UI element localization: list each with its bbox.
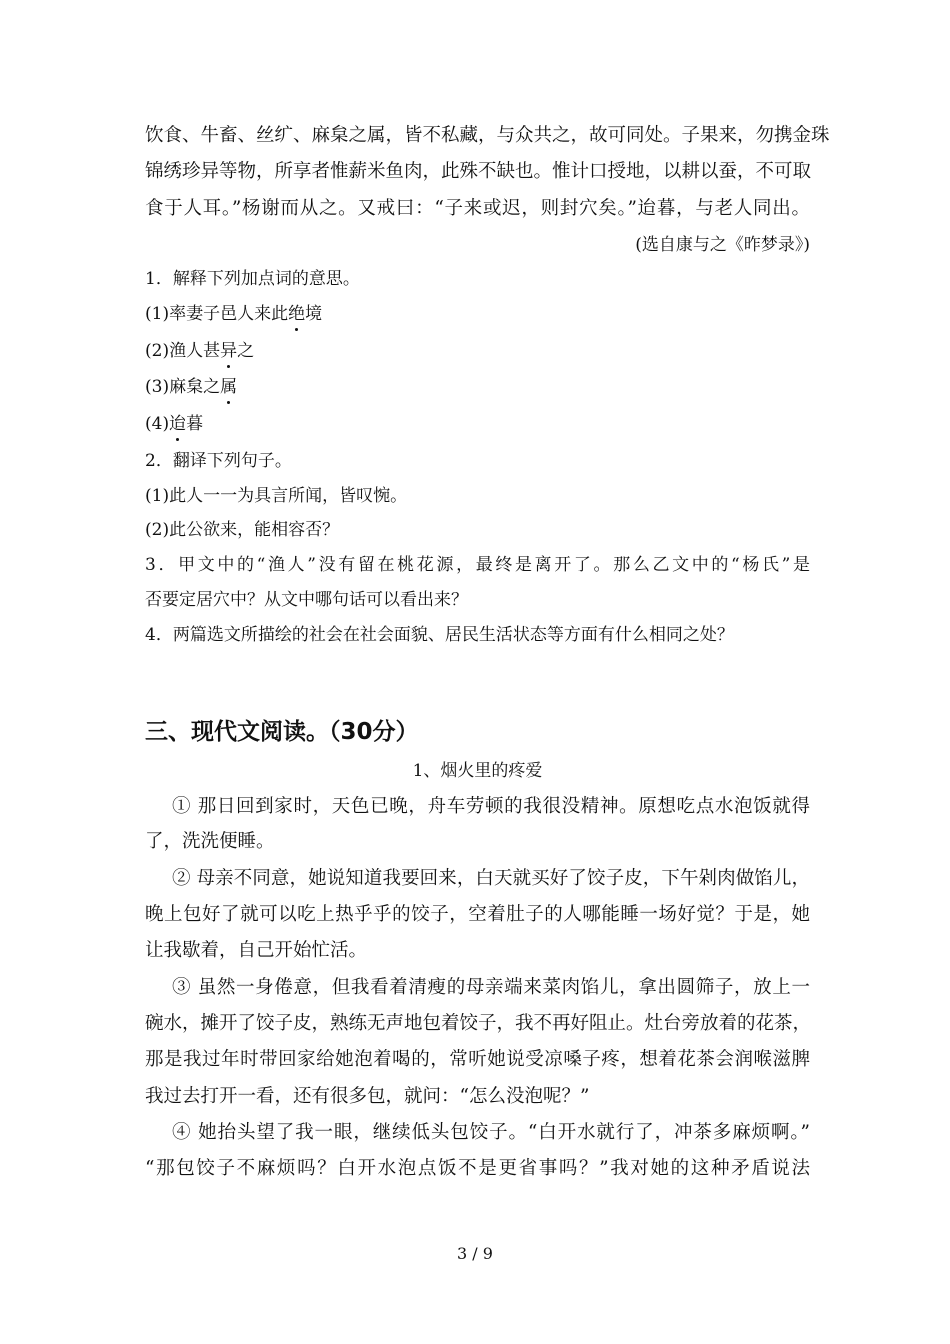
passage-line: 饮食、牛畜、丝纩、麻枲之属，皆不私藏，与众共之，故可同处。子果来，勿携金珠 — [145, 125, 830, 146]
question-3: 3．甲文中的“渔人”没有留在桃花源，最终是离开了。那么乙文中的“杨氏”是 — [145, 555, 810, 575]
item-text: (3)麻枲之 — [145, 377, 221, 397]
paragraph-line: 碗水，摊开了饺子皮，熟练无声地包着饺子，我不再好阻止。灶台旁放着的花茶， — [145, 1013, 812, 1034]
dotted-word: 迨 — [169, 414, 187, 434]
item-text: (4) — [145, 414, 170, 434]
question-3-cont: 否要定居穴中？从文中哪句话可以看出来？ — [145, 590, 468, 610]
paragraph-line: ② 母亲不同意，她说知道我要回来，白天就买好了饺子皮，下午剁肉做馅儿， — [172, 868, 810, 889]
question-2-item-1: (1)此人一一为具言所闻，皆叹惋。 — [145, 486, 408, 506]
item-text: (2)渔人甚 — [145, 341, 221, 361]
passage-line: 锦绣珍异等物，所享者惟薪米鱼肉，此殊不缺也。惟计口授地，以耕以蚕，不可取 — [145, 161, 812, 182]
paragraph-line: “那包饺子不麻烦吗？白开水泡点饭不是更省事吗？”我对她的这种矛盾说法 — [145, 1158, 810, 1179]
question-2-item-2: (2)此公欲来，能相容否？ — [145, 520, 340, 540]
item-text: (1)率妻子邑人来此 — [145, 304, 289, 324]
dotted-word: 属 — [220, 377, 238, 397]
paragraph-line: 了，洗洗便睡。 — [145, 831, 275, 852]
item-text: 境 — [305, 304, 323, 324]
question-2: 2．翻译下列句子。 — [145, 451, 292, 471]
article-title: 1、烟火里的疼爱 — [412, 761, 543, 781]
question-1-item-4 — [145, 412, 810, 436]
page-number: 3 / 9 — [457, 1244, 493, 1263]
dotted-word: 绝 — [288, 304, 306, 324]
item-text: 暮 — [186, 414, 204, 434]
paragraph-line: 那是我过年时带回家给她泡着喝的，常听她说受凉嗓子疼，想着花茶会润喉滋脾 — [145, 1049, 810, 1070]
item-text: 之 — [237, 341, 255, 361]
question-4: 4．两篇选文所描绘的社会在社会面貌、居民生活状态等方面有什么相同之处？ — [145, 625, 734, 645]
paragraph-line: ③ 虽然一身倦意，但我看着清瘦的母亲端来菜肉馅儿，拿出圆筛子，放上一 — [172, 977, 810, 998]
paragraph-line: ① 那日回到家时，天色已晚，舟车劳顿的我很没精神。原想吃点水泡饭就得 — [172, 796, 810, 817]
paragraph-line: 晚上包好了就可以吃上热乎乎的饺子，空着肚子的人哪能睡一场好觉？于是，她 — [145, 904, 810, 925]
passage-source: (选自康与之《昨梦录》) — [635, 235, 810, 255]
question-1-item-2 — [145, 339, 810, 363]
question-1-item-3 — [145, 375, 810, 399]
section-heading: 三、现代文阅读。（30分） — [145, 719, 419, 745]
question-1: 1．解释下列加点词的意思。 — [145, 269, 360, 289]
paragraph-line: 我过去打开一看，还有很多包，就问：“怎么没泡呢？” — [145, 1086, 590, 1107]
passage-line: 食于人耳。”杨谢而从之。又戒曰：“子来或迟，则封穴矣。”迨暮，与老人同出。 — [145, 198, 810, 219]
paragraph-line: 让我歇着，自己开始忙活。 — [145, 940, 368, 961]
paragraph-line: ④ 她抬头望了我一眼，继续低头包饺子。“白开水就行了，冲茶多麻烦啊。” — [172, 1122, 810, 1143]
question-1-item-1 — [145, 302, 810, 326]
dotted-word: 异 — [220, 341, 238, 361]
